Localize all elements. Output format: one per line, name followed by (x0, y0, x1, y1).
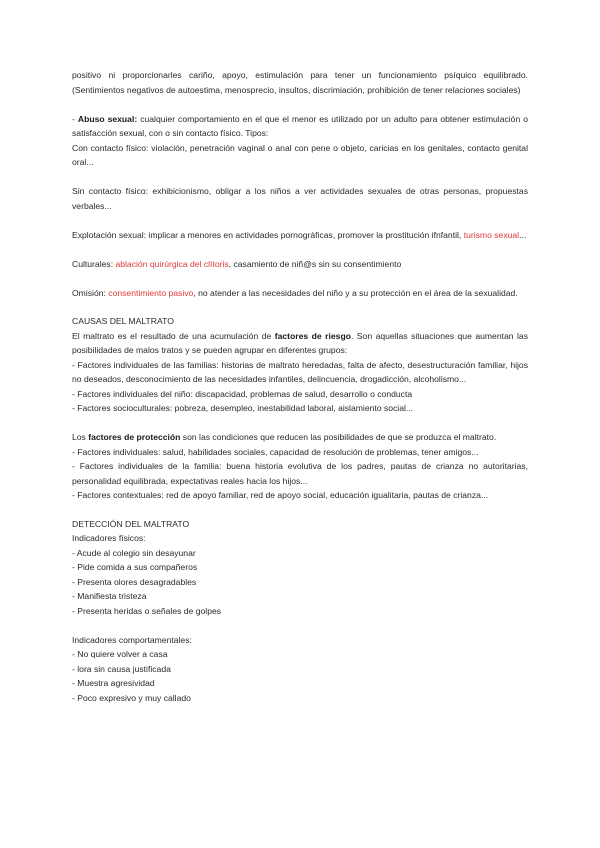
list-item-comportamental: - Muestra agresividad (72, 678, 155, 688)
culturales-text: , casamiento de niñ@s sin su consentimiento (228, 258, 402, 269)
paragraph-causas-intro (72, 329, 528, 358)
link-turismo-sexual[interactable]: turismo sexual (463, 229, 520, 240)
subheading-indicadores-fisicos: Indicadores físicos: (72, 533, 146, 543)
subheading-indicadores-comportamentales: Indicadores comportamentales: (72, 634, 192, 645)
list-item-proteccion: - Factores individuales: salud, habilidades sociales, capacidad de resolución de problemas, tener amigos... (72, 446, 479, 457)
paragraph-maltrato-emocional: positivo ni proporcionarles cariño, apoyo, estimulación para tener un funcionamiento psíquico equilibrado. (Sentimientos negativos de autoestima, menosprecio, insultos, discrimiación, prohibición de tener relaciones sociales) (72, 70, 528, 95)
paragraph-proteccion-intro (72, 430, 528, 445)
list-item-comportamental: - Poco expresivo y muy callado (72, 692, 191, 703)
link-ablacion[interactable]: ablación quirúrgica del clítoris (115, 258, 229, 269)
list-item-fisico: - Presenta heridas o señales de golpes (72, 605, 222, 616)
paragraph-sin-contacto: Sin contacto físico: exhibicionismo, obligar a los niños a ver actividades sexuales de otras personas, propuestas verbales... (72, 186, 528, 211)
proteccion-intro-rest: son las condiciones que reducen las posibilidades de que se produzca el maltrato. (180, 432, 497, 442)
abuso-dash: - (72, 113, 78, 124)
list-item-comportamental: - No quiere volver a casa (72, 649, 168, 659)
paragraph-omision (72, 286, 528, 301)
list-item-comportamental: - lora sin causa justificada (72, 663, 171, 674)
list-item-causa: - Factores individuales de las familias: historias de maltrato heredadas, falta de afecto, desestructuración familiar, hijos no deseados, desconocimiento de las necesidades infantiles, delincuencia, drogadicción, alcoholismo... (72, 359, 528, 384)
document-page (72, 68, 528, 705)
paragraph-explotacion (72, 228, 528, 243)
culturales-label: Culturales: (72, 258, 116, 269)
list-item-proteccion: - Factores individuales de la familia: buena historia evolutiva de los padres, pautas de crianza no autoritarias, personalidad equilibrada, expectativas reales hacia los hijos... (72, 461, 528, 486)
abuso-text: cualquier comportamiento en el que el menor es utilizado por un adulto para obtener estimulación o satisfacción sexual, con o sin contacto físico. Tipos: (72, 113, 529, 138)
omision-text: , no atender a las necesidades del niño y a su protección en el área de la sexualidad. (193, 287, 518, 298)
abuso-label: Abuso sexual: (77, 113, 138, 124)
list-item-fisico: - Manifiesta tristeza (72, 591, 147, 601)
proteccion-intro-text: Los (72, 432, 89, 442)
link-consentimiento-pasivo[interactable]: consentimiento pasivo (108, 287, 194, 298)
explotacion-text: Explotación sexual: implicar a menores en actividades pornográficas, promover la prostitución ifnfantil, (72, 229, 464, 240)
heading-deteccion: DETECCIÓN DEL MALTRATO (72, 518, 190, 529)
list-item-proteccion: - Factores contextuales: red de apoyo familiar, red de apoyo social, educación igualitaria, pautas de crianza... (72, 490, 489, 500)
omision-label: Omisión: (72, 287, 109, 298)
list-item-fisico: - Acude al colegio sin desayunar (72, 547, 196, 558)
explotacion-ellipsis: ... (519, 229, 527, 240)
paragraph-con-contacto: Con contacto físico: violación, penetración vaginal o anal con pene o objeto, caricias en los genitales, contacto genital oral... (72, 142, 528, 167)
paragraph-culturales (72, 257, 528, 272)
proteccion-bold-factores: factores de protección (88, 432, 181, 442)
heading-causas: CAUSAS DEL MALTRATO (72, 316, 174, 326)
causas-intro-rest: . Son aquellas situaciones que aumentan las posibilidades de malos tratos y se pueden agrupar en diferentes grupos: (72, 330, 529, 355)
list-item-fisico: - Presenta olores desagradables (72, 576, 197, 587)
list-item-fisico: - Pide comida a sus compañeros (72, 562, 198, 572)
paragraph-abuso-sexual (72, 112, 528, 141)
list-item-causa: - Factores socioculturales: pobreza, desempleo, inestabilidad laboral, aislamiento social... (72, 403, 414, 413)
causas-intro-text: El maltrato es el resultado de una acumulación de (72, 330, 275, 341)
causas-bold-factores-riesgo: factores de riesgo (274, 330, 351, 341)
list-item-causa: - Factores individuales del niño: discapacidad, problemas de salud, desarrollo o conducta (72, 388, 413, 399)
